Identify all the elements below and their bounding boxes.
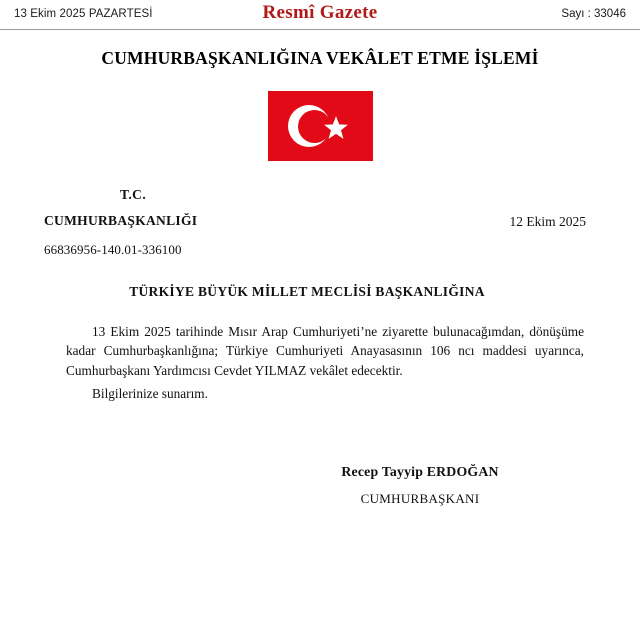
letterhead-date: 12 Ekim 2025 <box>509 214 586 229</box>
body-paragraph: 13 Ekim 2025 tarihinde Mısır Arap Cumhuriyeti’ne ziyarette bulunacağımdan, dönüşüme kadar Cumhurbaşkanlığına; Türkiye Cumhuriyeti Anayasasının 106 ncı maddesi uyarınca, Cumhurbaşkanı Yardımcısı Cevdet YILMAZ vekâlet edecektir. <box>66 324 584 378</box>
letterhead-row <box>44 213 600 231</box>
signature-block <box>0 464 640 507</box>
signature-role: CUMHURBAŞKANI <box>360 490 480 506</box>
letterhead <box>0 187 640 258</box>
turkish-flag-icon <box>268 91 373 161</box>
masthead-issue-number: Sayı : 33046 <box>561 8 626 20</box>
header-divider <box>0 29 640 30</box>
letterhead-institution: CUMHURBAŞKANLIĞI <box>44 213 198 228</box>
page-title: CUMHURBAŞKANLIĞINA VEKÂLET ETME İŞLEMİ <box>101 48 539 68</box>
addressee-line: TÜRKİYE BÜYÜK MİLLET MECLİSİ BAŞKANLIĞINA <box>129 284 485 299</box>
body-paragraph: Bilgilerinize sunarım. <box>92 386 208 402</box>
signature-name: Recep Tayyip ERDOĞAN <box>341 463 499 479</box>
masthead-date: 13 Ekim 2025 PAZARTESİ <box>14 8 153 20</box>
masthead-title: Resmî Gazete <box>262 2 378 23</box>
letterhead-reference-number: 66836956-140.01-336100 <box>44 242 182 257</box>
letterhead-republic: T.C. <box>120 187 147 202</box>
letter-body <box>0 322 640 404</box>
masthead <box>0 0 640 30</box>
flag-container <box>0 91 640 161</box>
